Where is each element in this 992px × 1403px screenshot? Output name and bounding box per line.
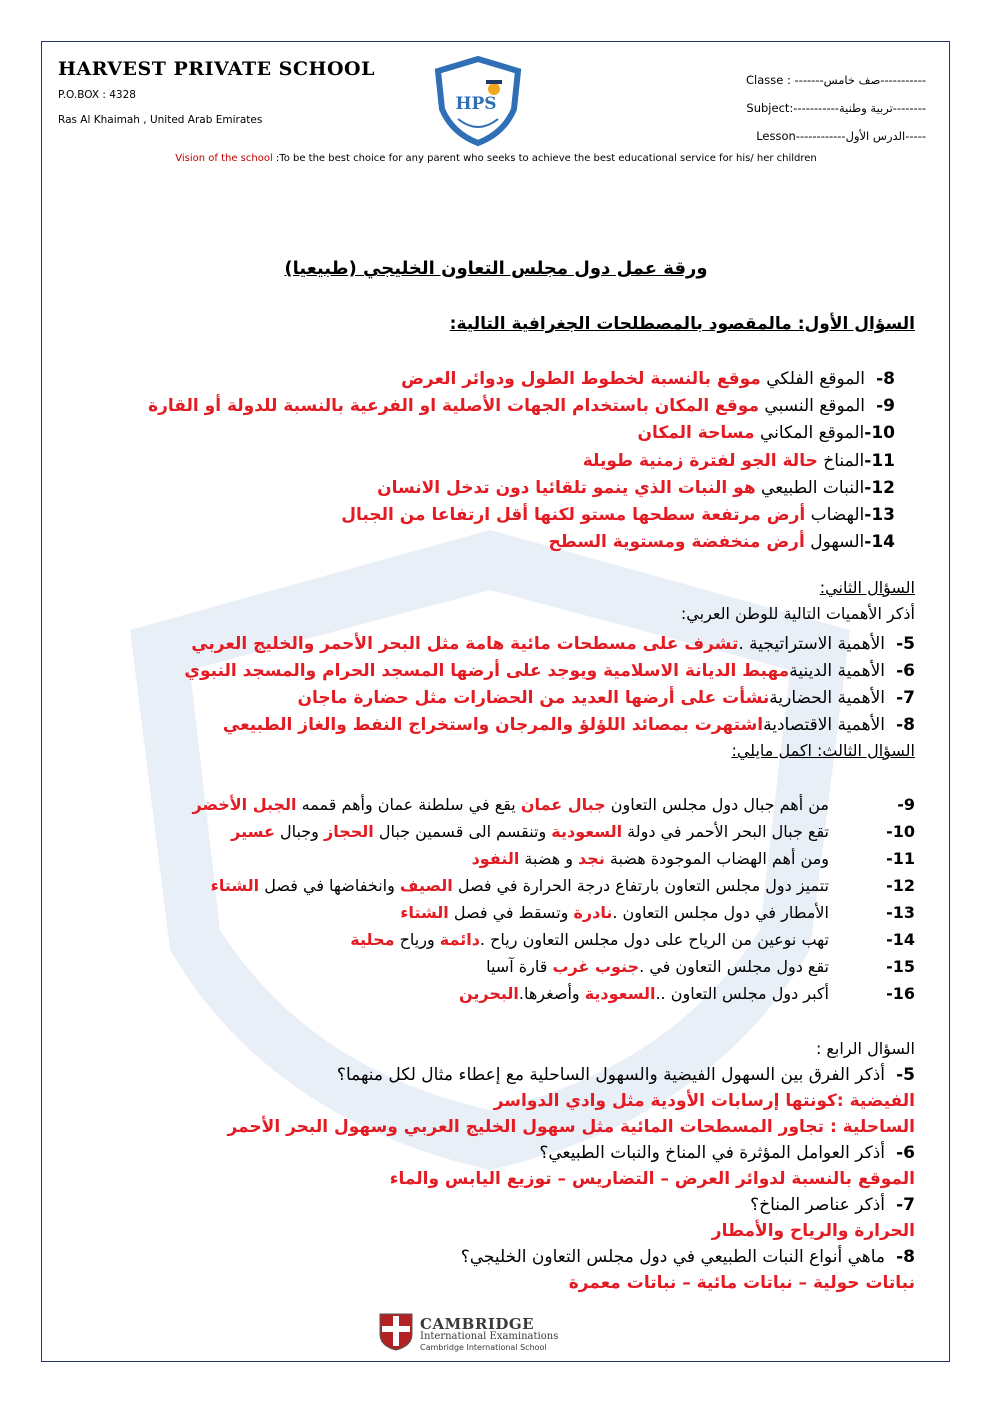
term-label: السهول xyxy=(804,532,865,552)
item-number: 12- xyxy=(886,876,915,895)
question-text: أذكر الفرق بين السهول الفيضية والسهول الساحلية مع إعطاء مثال لكل منهما؟ xyxy=(336,1065,885,1085)
sentence-text: قارة آسيا xyxy=(486,957,553,976)
q3-heading: السؤال الثالث: اكمل مايلي: xyxy=(731,741,915,760)
item-number: 6- xyxy=(896,661,915,681)
answer-text: محلية xyxy=(350,930,395,949)
term-label: النبات الطبيعي xyxy=(755,478,865,498)
answer-text: البحرين xyxy=(458,984,519,1003)
item-number: 5- xyxy=(896,1065,915,1085)
subject-field: Subject:-----------تربية وطنية-------- xyxy=(746,101,926,115)
q3-item xyxy=(472,847,915,871)
answer-text: مهبط الديانة الاسلامية ويوجد على أرضها المسجد الحرام والمسجد النبوي xyxy=(184,661,790,681)
answer-text: الشتاء xyxy=(210,876,260,895)
item-number: 8- xyxy=(896,715,915,735)
vision-text: :To be the best choice for any parent who seeks to achieve the best educational service for his/ her children xyxy=(272,153,817,164)
logo-text: HPS xyxy=(455,94,497,114)
school-address: Ras Al Khaimah , United Arab Emirates xyxy=(58,114,263,126)
item-number: 16- xyxy=(886,984,915,1003)
q1-heading: السؤال الأول: مالمقصود بالمصطلحات الجغرافية التالية: xyxy=(449,314,915,334)
term-label: الموقع المكاني xyxy=(754,423,865,443)
item-number: 11- xyxy=(864,451,895,471)
worksheet-title: ورقة عمل دول مجلس التعاون الخليجي (طبيعيا) xyxy=(284,258,708,279)
answer-text: أرض مرتفعة سطحها مستو لكنها أقل ارتفاعا من الجبال xyxy=(341,505,806,525)
sentence-text: من أهم جبال دول مجلس التعاون xyxy=(605,795,829,814)
answer-text: أرض منخفضة ومستوية السطح xyxy=(548,532,805,552)
answer-text: نشأت على أرضها العديد من الحضارات مثل حضارة ماجان xyxy=(297,688,770,708)
item-number: 10- xyxy=(864,423,895,443)
school-logo-icon xyxy=(432,55,524,147)
item-number: 9- xyxy=(897,795,915,814)
item-number: 14- xyxy=(886,930,915,949)
item-number: 10- xyxy=(886,822,915,841)
term-label: الأهمية الاستراتيجية . xyxy=(738,634,885,654)
sentence-text: تقع دول مجلس التعاون في . xyxy=(639,957,829,976)
school-vision xyxy=(0,153,992,164)
question-text: ماهي أنواع النبات الطبيعي في دول مجلس التعاون الخليجي؟ xyxy=(460,1247,885,1267)
term-label: الأهمية الحضارية xyxy=(769,688,885,708)
sentence-text: تهب نوعين من الرياح على دول مجلس التعاون رياح . xyxy=(479,930,829,949)
q4-question xyxy=(461,1245,915,1269)
q1-item xyxy=(401,367,895,391)
q3-item xyxy=(400,901,915,925)
q4-answer: الفيضية :كونتها إرسابات الأودية مثل وادي الدواسر xyxy=(493,1091,915,1111)
item-number: 13- xyxy=(886,903,915,922)
q3-item xyxy=(231,820,915,844)
sentence-text: و هضبة xyxy=(519,849,579,868)
q2-heading: السؤال الثاني: xyxy=(819,578,915,597)
answer-text: موقع بالنسبة لخطوط الطول ودوائر العرض xyxy=(401,369,761,389)
item-number: 8- xyxy=(896,1247,915,1267)
q4-answer: الساحلية : تجاور المسطحات المائية مثل سهول الخليج العربي وسهول البحر الأحمر xyxy=(227,1117,915,1137)
sentence-text: ورياح xyxy=(394,930,440,949)
term-label: الأهمية الدينية xyxy=(789,661,885,681)
answer-text: نادرة xyxy=(573,903,613,922)
item-number: 8- xyxy=(876,369,895,389)
answer-text: الصيف xyxy=(399,876,453,895)
answer-text: الشتاء xyxy=(400,903,449,922)
answer-text: الجبل الأخضر xyxy=(192,795,297,814)
q1-item xyxy=(341,503,895,527)
q4-question xyxy=(750,1193,915,1217)
q4-heading: السؤال الرابع : xyxy=(815,1039,915,1058)
item-number: 6- xyxy=(896,1143,915,1163)
q2-item xyxy=(184,659,915,683)
answer-text: الحجاز xyxy=(324,822,374,841)
q2-item xyxy=(191,632,915,656)
answer-text: السعودية xyxy=(584,984,656,1003)
q4-answer: الحرارة والرياح والأمطار xyxy=(711,1221,915,1241)
lesson-field: Lesson------------الدرس الأول----- xyxy=(756,129,926,143)
answer-text: موقع المكان باستخدام الجهات الأصلية او الفرعية بالنسبة للدولة أو القارة xyxy=(148,396,759,416)
q4-answer: الموقع بالنسبة لدوائر العرض – التضاريس – توزيع اليابس والماء xyxy=(389,1169,915,1189)
item-number: 11- xyxy=(886,849,915,868)
cambridge-school: Cambridge International School xyxy=(420,1343,547,1352)
sentence-text: وتنقسم الى قسمين جبال xyxy=(373,822,552,841)
term-label: المناخ xyxy=(817,451,865,471)
term-label: الأهمية الاقتصادية xyxy=(763,715,885,735)
school-pobox: P.O.BOX : 4328 xyxy=(58,89,136,101)
item-number: 7- xyxy=(896,688,915,708)
item-number: 7- xyxy=(896,1195,915,1215)
school-name: HARVEST PRIVATE SCHOOL xyxy=(58,58,375,80)
term-label: الهضاب xyxy=(805,505,865,525)
cambridge-subtitle: International Examinations xyxy=(420,1331,559,1342)
answer-text: تشرف على مسطحات مائية هامة مثل البحر الأحمر والخليج العربي xyxy=(191,634,739,654)
sentence-text: الأمطار في دول مجلس التعاون . xyxy=(612,903,829,922)
term-label: الموقع الفلكي xyxy=(760,369,865,389)
sentence-text: وتسقط في فصل xyxy=(448,903,574,922)
answer-text: النفود xyxy=(471,849,520,868)
q3-item xyxy=(459,982,915,1006)
cambridge-crest-icon xyxy=(378,1312,414,1352)
item-number: 15- xyxy=(886,957,915,976)
item-number: 9- xyxy=(876,396,895,416)
item-number: 13- xyxy=(864,505,895,525)
q4-answer: نباتات حولية – نباتات مائية – نباتات معمرة xyxy=(568,1273,915,1293)
q3-item xyxy=(211,874,915,898)
item-number: 5- xyxy=(896,634,915,654)
q1-item xyxy=(148,394,895,418)
q1-item xyxy=(549,530,895,554)
q3-item xyxy=(350,928,915,952)
item-number: 12- xyxy=(864,478,895,498)
answer-text: نجد xyxy=(578,849,605,868)
answer-text: دائمة xyxy=(439,930,480,949)
q2-item xyxy=(223,713,915,737)
q3-item xyxy=(486,955,915,979)
class-field: Classe : -------صف خامس----------- xyxy=(746,73,926,87)
sentence-text: وانخفاضها في فصل xyxy=(259,876,400,895)
sentence-text: تتميز دول مجلس التعاون بارتفاع درجة الحرارة في فصل xyxy=(452,876,829,895)
answer-text: جنوب غرب xyxy=(552,957,640,976)
term-label: الموقع النسبي xyxy=(759,396,865,416)
sentence-text: تقع جبال البحر الأحمر في دولة xyxy=(622,822,829,841)
answer-text: جبال عمان xyxy=(520,795,606,814)
q2-item xyxy=(298,686,915,710)
sentence-text: وجبال xyxy=(274,822,324,841)
answer-text: هو النبات الذي ينمو تلقائيا دون تدخل الانسان xyxy=(377,478,756,498)
q1-item xyxy=(377,476,895,500)
question-text: أذكر العوامل المؤثرة في المناخ والنبات الطبيعي؟ xyxy=(539,1143,885,1163)
item-number: 14- xyxy=(864,532,895,552)
answer-text: عسير xyxy=(231,822,275,841)
q4-question xyxy=(337,1063,915,1087)
sentence-text: وأصغرها. xyxy=(518,984,585,1003)
q4-question xyxy=(539,1141,915,1165)
q3-item xyxy=(192,793,915,817)
sentence-text: يقع في سلطنة عمان وأهم قممه xyxy=(296,795,521,814)
answer-text: السعودية xyxy=(551,822,623,841)
q1-item xyxy=(583,449,895,473)
answer-text: حالة الجو لفترة زمنية طويلة xyxy=(582,451,818,471)
sentence-text: أكبر دول مجلس التعاون .. xyxy=(655,984,829,1003)
q2-prompt: أذكر الأهميات التالية للوطن العربي: xyxy=(680,604,915,623)
sentence-text: ومن أهم الهضاب الموجودة هضبة xyxy=(604,849,829,868)
answer-text: مساحة المكان xyxy=(637,423,755,443)
cambridge-name: CAMBRIDGE xyxy=(420,1315,535,1333)
question-text: أذكر عناصر المناخ؟ xyxy=(750,1195,885,1215)
answer-text: اشتهرت بمصائد اللؤلؤ والمرجان واستخراج النفط والغاز الطبيعي xyxy=(222,715,764,735)
vision-label: Vision of the school xyxy=(175,153,273,164)
q1-item xyxy=(637,421,895,445)
